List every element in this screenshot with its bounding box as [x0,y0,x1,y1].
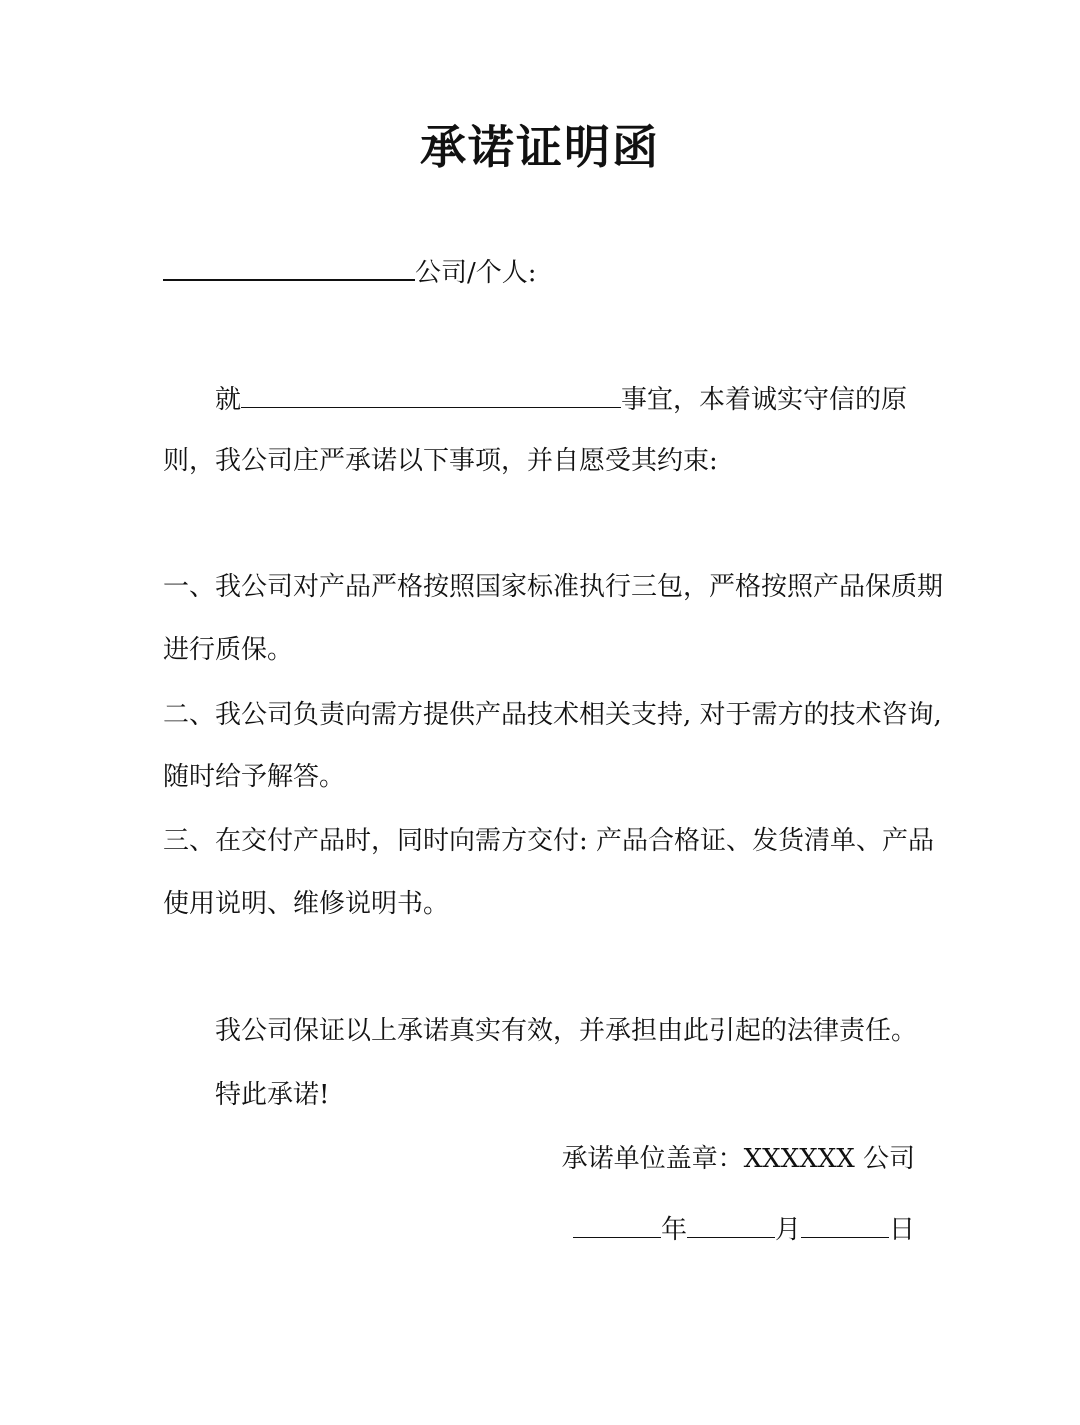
item-2-line-2: 随时给予解答。 [163,762,346,792]
intro-line-1 [215,380,907,418]
intro-prefix: 就 [215,385,242,415]
recipient-suffix: 公司/个人: [415,258,537,288]
item-3-line-2: 使用说明、维修说明书。 [163,889,450,919]
intro-line-1-suffix: 事宜，本着诚实守信的原 [621,385,908,415]
intro-line-2: 则，我公司庄严承诺以下事项，并自愿受其约束: [163,446,718,476]
date-line [573,1210,915,1248]
item-3-line-1: 三、在交付产品时，同时向需方交付: 产品合格证、发货清单、产品 [163,826,935,856]
matter-blank [241,380,621,408]
guarantee-text: 我公司保证以上承诺真实有效，并承担由此引起的法律责任。 [215,1016,918,1046]
day-blank [801,1210,889,1238]
closing-text: 特此承诺! [215,1080,330,1110]
date-day-label: 日 [888,1215,915,1245]
document-title: 承诺证明函 [420,120,660,174]
date-month-label: 月 [774,1215,801,1245]
item-1-line-2: 进行质保。 [163,635,294,665]
year-blank [573,1210,661,1238]
seal-label: 承诺单位盖章：XXXXXX 公司 [561,1144,915,1174]
date-year-label: 年 [660,1215,687,1245]
item-2-line-1: 二、我公司负责向需方提供产品技术相关支持, 对于需方的技术咨询, [163,700,942,730]
recipient-line [163,252,537,291]
item-1-line-1: 一、我公司对产品严格按照国家标准执行三包，严格按照产品保质期 [163,572,944,602]
month-blank [687,1210,775,1238]
recipient-blank [163,252,415,281]
